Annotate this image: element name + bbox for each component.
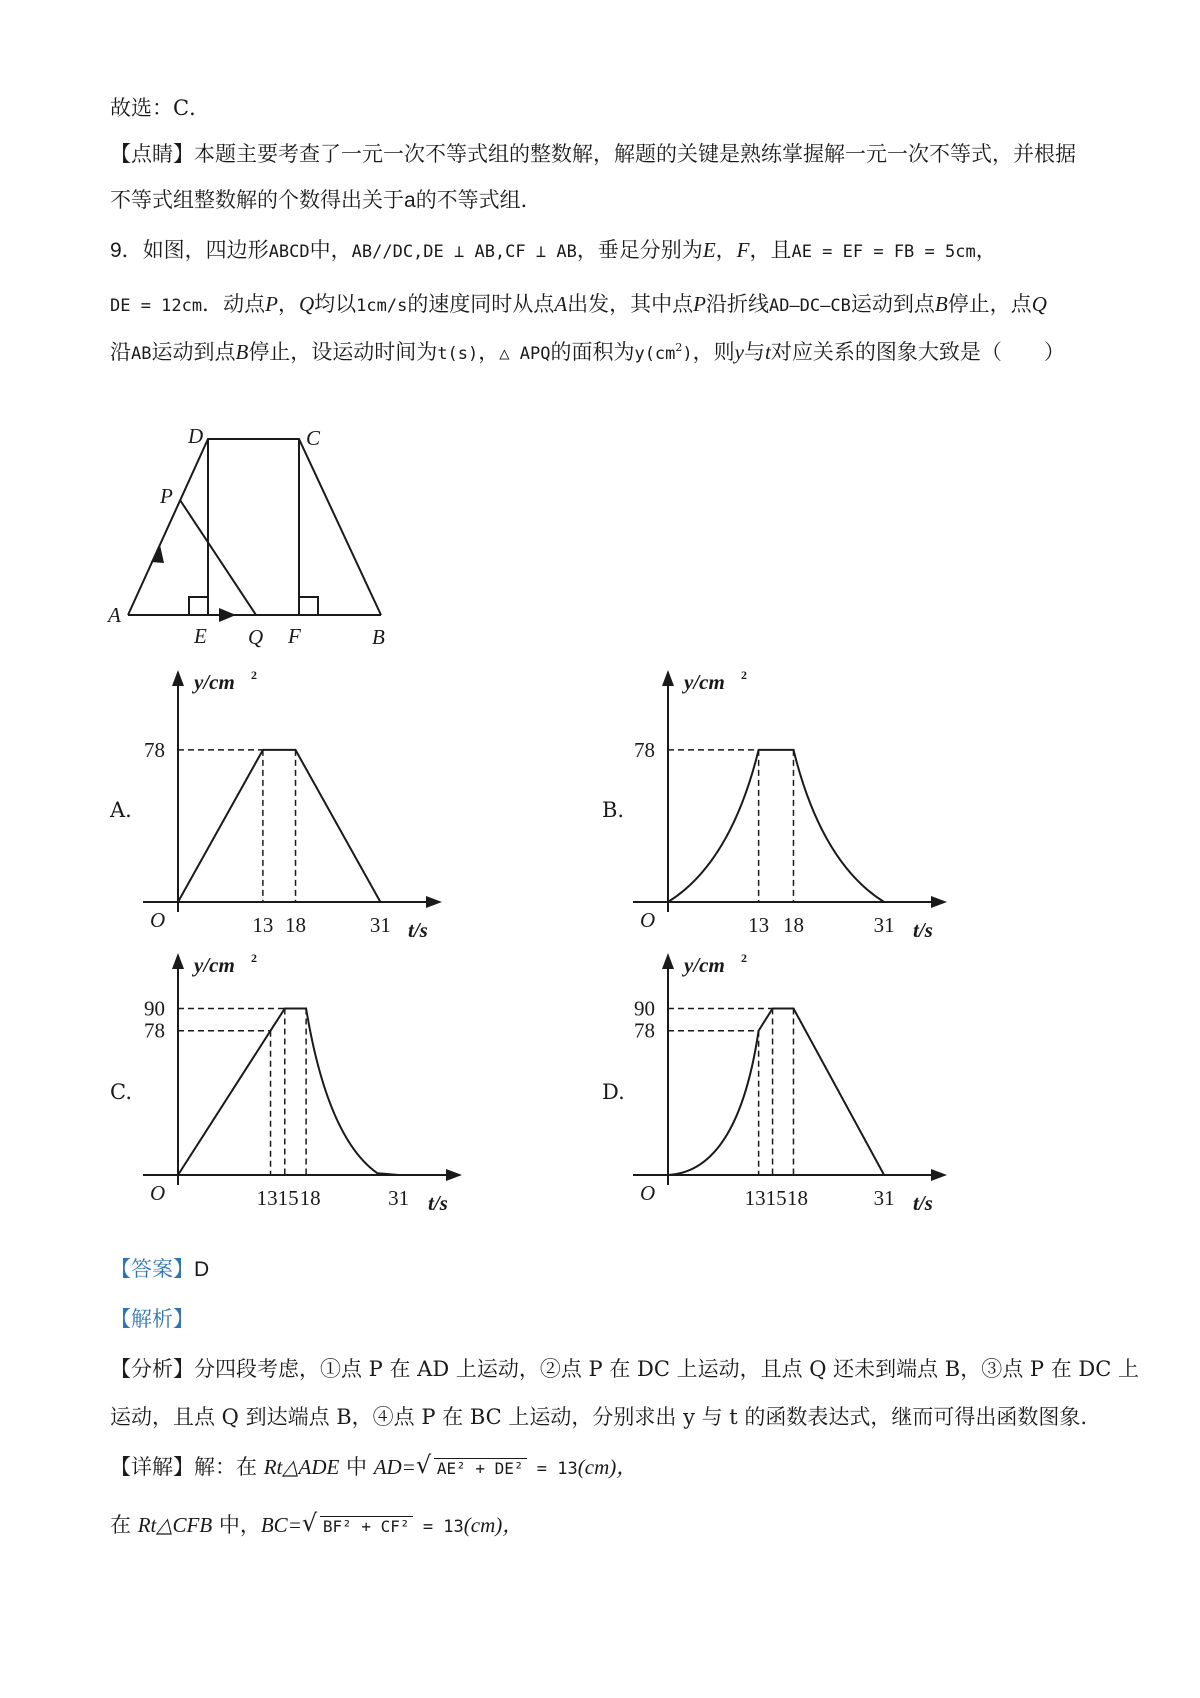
quadrilateral-figure	[128, 439, 381, 615]
y-tick-label: 78	[144, 737, 165, 762]
x-arrow-icon	[426, 896, 442, 908]
option-b-graph	[633, 668, 947, 942]
pointer-line-2: 不等式组整数解的个数得出关于a的不等式组．	[110, 188, 542, 212]
y-axis-label: y/cm	[194, 953, 235, 977]
x-tick-label: 31	[388, 1186, 410, 1210]
question-line-2: DE = 12cm．动点P，Q均以1cm/s的速度同时从点A出发，其中点P沿折线AD—DC—CB运动到点B停止，点Q	[110, 292, 1047, 316]
x-tick-label: 18	[285, 913, 307, 937]
y-axis-label: y/cm	[684, 953, 725, 977]
option-b-letter[interactable]: B.	[602, 798, 625, 822]
right-angle-e	[189, 597, 208, 615]
analysis-line	[110, 1303, 194, 1333]
y-axis-label-sup: 2	[741, 668, 747, 682]
y-arrow-icon	[172, 670, 184, 686]
y-arrow-icon	[662, 953, 674, 969]
origin-label: O	[640, 1181, 656, 1205]
sqrt-ad: √ AE² + DE²	[416, 1455, 527, 1479]
origin-label: O	[150, 1181, 166, 1205]
x-tick-label: 31	[873, 913, 895, 937]
x-tick-label: 13	[748, 913, 770, 937]
option-c-letter[interactable]: C.	[110, 1080, 132, 1104]
question-line-3: 沿AB运动到点B停止，设运动时间为t(s)，△ APQ的面积为$y(cm^2)$，则y与t对应关系的图象大致是（ ）	[110, 340, 1065, 364]
fenxi-line-2: 运动，且点 Q 到达端点 B，④点 P 在 BC 上运动，分别求出 y 与 t 的函数表达式，继而可得出函数图象.	[110, 1405, 1088, 1429]
x-tick-label: 31	[369, 913, 391, 937]
pointer-line-1: 【点睛】本题主要考查了一元一次不等式组的整数解，解题的关键是熟练掌握解一元一次不等式，并根据	[110, 142, 1076, 166]
choice-line: 故选：C．	[110, 96, 211, 120]
label-e: E	[194, 624, 207, 648]
x-arrow-icon	[931, 896, 947, 908]
label-q: Q	[248, 625, 264, 649]
option-a-graph	[143, 668, 442, 942]
answer-label: 【答案】	[110, 1257, 194, 1281]
series-line	[178, 1009, 399, 1176]
label-c: C	[306, 426, 321, 450]
label-a: A	[108, 603, 121, 627]
y-axis-label: y/cm	[194, 670, 235, 694]
x-tick-label: 13	[252, 913, 274, 937]
detail-label: 【详解】	[110, 1455, 194, 1479]
x-tick-label: 1315	[256, 1186, 299, 1210]
label-p: P	[160, 484, 173, 508]
y-tick-label: 78	[634, 737, 655, 762]
pointer-label: 【点睛】	[110, 142, 194, 166]
option-d-graph	[633, 951, 947, 1215]
fenxi-label: 【分析】	[110, 1357, 194, 1381]
label-f: F	[288, 624, 301, 648]
x-tick-label: 18	[782, 913, 804, 937]
x-arrow-icon	[446, 1169, 462, 1181]
series-line	[668, 1009, 884, 1176]
y-axis-label: y/cm	[684, 670, 725, 694]
x-axis-label: t/s	[913, 918, 933, 942]
y-tick-label: 90	[634, 996, 655, 1021]
answer-value: D	[194, 1258, 210, 1281]
x-axis-label: t/s	[408, 918, 428, 942]
right-angle-f	[299, 597, 318, 615]
label-d: D	[188, 424, 204, 448]
option-d-letter[interactable]: D.	[602, 1080, 625, 1104]
origin-label: O	[640, 908, 656, 932]
y-tick-label: 78	[144, 1018, 165, 1043]
option-a-letter[interactable]: A.	[110, 798, 132, 822]
question-line-1: 9．如图，四边形ABCD中，AB//DC,DE ⊥ AB,CF ⊥ AB，垂足分别为E，F，且AE = EF = FB = 5cm，	[110, 238, 997, 262]
x-tick-label: 1315	[744, 1186, 787, 1210]
x-axis-label: t/s	[428, 1191, 448, 1215]
label-b: B	[372, 625, 385, 649]
y-tick-label: 90	[144, 996, 165, 1021]
analysis-label: 【解析】	[110, 1307, 194, 1331]
answer-line	[110, 1253, 209, 1283]
y-tick-label: 78	[634, 1018, 655, 1043]
x-arrow-icon	[931, 1169, 947, 1181]
y-arrow-icon	[172, 953, 184, 969]
series-line	[178, 750, 380, 902]
arrow-ab	[219, 608, 236, 622]
series-line	[668, 750, 884, 902]
question-number: 9．	[110, 239, 143, 262]
detail-line-2: 在 Rt△CFB 中，BC= √ BF² + CF² = 13(cm)，	[110, 1509, 524, 1537]
x-tick-label: 31	[873, 1186, 895, 1210]
x-tick-label: 18	[299, 1186, 321, 1210]
y-axis-label-sup: 2	[251, 951, 257, 965]
y-arrow-icon	[662, 670, 674, 686]
fenxi-line-1: 【分析】分四段考虑，①点 P 在 AD 上运动，②点 P 在 DC 上运动，且点 Q 还未到端点 B，③点 P 在 DC 上	[110, 1357, 1139, 1381]
x-axis-label: t/s	[913, 1191, 933, 1215]
origin-label: O	[150, 908, 166, 932]
trapezoid-outline	[128, 439, 381, 615]
detail-line-1: 【详解】解：在 Rt△ADE 中 AD= √ AE² + DE² = 13(cm)，	[110, 1451, 638, 1479]
y-axis-label-sup: 2	[251, 668, 257, 682]
y-axis-label-sup: 2	[741, 951, 747, 965]
x-tick-label: 18	[786, 1186, 808, 1210]
sqrt-bc: √ BF² + CF²	[302, 1513, 413, 1537]
option-c-graph	[143, 951, 462, 1215]
